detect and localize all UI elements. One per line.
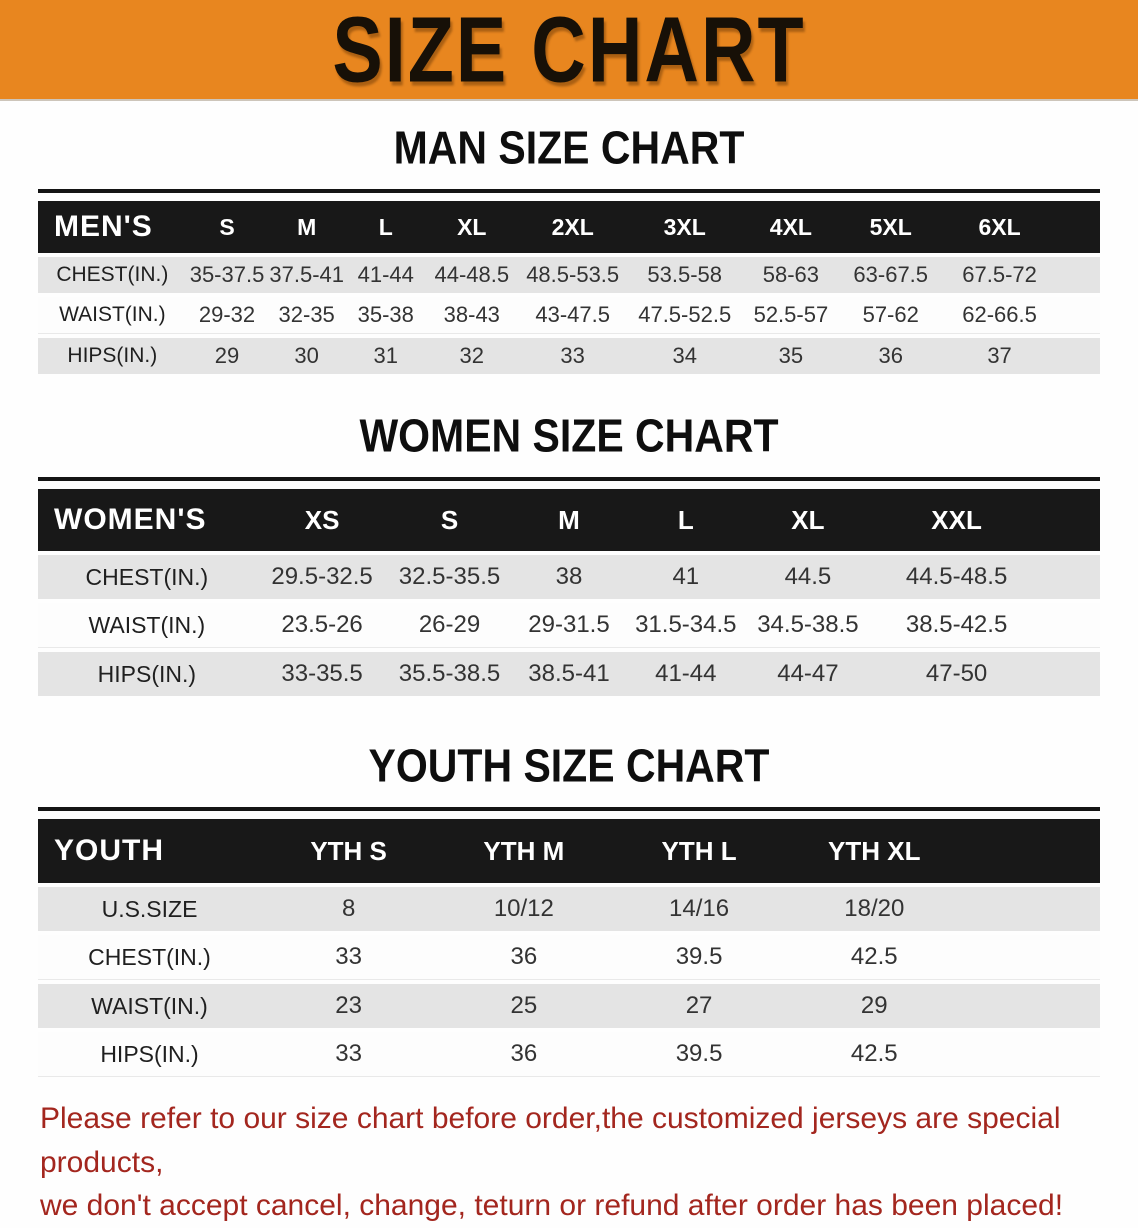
column-header: L [346,201,426,253]
size-value-cell: 34 [627,338,742,374]
size-charts [0,101,1138,1081]
column-header: 2XL [518,201,627,253]
column-header: XL [744,489,871,551]
size-value-cell: 29.5-32.5 [256,555,389,599]
size-value-cell: 37.5-41 [267,257,346,293]
size-value-cell: 38.5-42.5 [872,603,1042,648]
column-header: M [511,489,628,551]
row-label: WAIST(IN.) [38,603,256,648]
filler-cell [962,1032,1100,1077]
size-value-cell: 44-48.5 [426,257,518,293]
filler-cell [1042,489,1100,551]
row-label: HIPS(IN.) [38,338,187,374]
column-header: YTH M [436,819,611,883]
size-value-cell: 35-37.5 [187,257,268,293]
filler-cell [1057,297,1100,334]
table-row [38,555,1100,599]
size-value-cell: 29-31.5 [511,603,628,648]
size-value-cell: 36 [840,338,942,374]
filler-cell [962,887,1100,931]
size-value-cell: 48.5-53.5 [518,257,627,293]
women-table [38,485,1100,700]
size-value-cell: 47-50 [872,652,1042,696]
note-line-2: we don't accept cancel, change, teturn or refund after order has been placed! [40,1189,1064,1222]
size-value-cell: 41 [627,555,744,599]
size-value-cell: 25 [436,984,611,1028]
size-value-cell: 57-62 [840,297,942,334]
column-header: YTH S [261,819,436,883]
filler-cell [1057,338,1100,374]
row-label: HIPS(IN.) [38,1032,261,1077]
size-value-cell: 58-63 [742,257,840,293]
size-value-cell: 31.5-34.5 [627,603,744,648]
table-header-label: WOMEN'S [38,489,256,551]
men-size-chart-section [0,101,1138,378]
women-size-chart-section [0,378,1138,700]
size-value-cell: 29 [787,984,962,1028]
table-header-row [38,819,1100,883]
men-size-table [38,189,1100,378]
column-header: 4XL [742,201,840,253]
size-value-cell: 23.5-26 [256,603,389,648]
size-value-cell: 29 [187,338,268,374]
filler-cell [1042,555,1100,599]
filler-cell [1057,201,1100,253]
size-value-cell: 42.5 [787,1032,962,1077]
women-chart-heading: WOMEN SIZE CHART [359,410,779,462]
table-row [38,338,1100,374]
row-label: WAIST(IN.) [38,984,261,1028]
column-header: XL [426,201,518,253]
table-row [38,297,1100,334]
size-value-cell: 36 [436,935,611,980]
size-value-cell: 41-44 [346,257,426,293]
size-value-cell: 33 [518,338,627,374]
size-value-cell: 35 [742,338,840,374]
row-label: HIPS(IN.) [38,652,256,696]
size-value-cell: 33-35.5 [256,652,389,696]
column-header: YTH L [611,819,786,883]
youth-chart-heading: YOUTH SIZE CHART [368,740,770,792]
column-header: M [267,201,346,253]
size-value-cell: 35.5-38.5 [388,652,510,696]
size-value-cell: 14/16 [611,887,786,931]
table-header-row [38,201,1100,253]
table-row [38,935,1100,980]
size-value-cell: 26-29 [388,603,510,648]
column-header: 6XL [942,201,1058,253]
men-table [38,197,1100,378]
size-value-cell: 43-47.5 [518,297,627,334]
size-value-cell: 23 [261,984,436,1028]
size-value-cell: 38 [511,555,628,599]
row-label: CHEST(IN.) [38,555,256,599]
size-value-cell: 67.5-72 [942,257,1058,293]
table-row [38,603,1100,648]
table-header-row [38,489,1100,551]
size-value-cell: 33 [261,1032,436,1077]
size-value-cell: 52.5-57 [742,297,840,334]
size-value-cell: 32 [426,338,518,374]
row-label: CHEST(IN.) [38,257,187,293]
column-header: S [388,489,510,551]
column-header: YTH XL [787,819,962,883]
size-value-cell: 62-66.5 [942,297,1058,334]
size-value-cell: 44-47 [744,652,871,696]
size-value-cell: 37 [942,338,1058,374]
size-value-cell: 47.5-52.5 [627,297,742,334]
column-header: S [187,201,268,253]
size-value-cell: 44.5-48.5 [872,555,1042,599]
size-value-cell: 31 [346,338,426,374]
note-line-1: Please refer to our size chart before order,the customized jerseys are special products, [40,1102,1061,1179]
column-header: XXL [872,489,1042,551]
table-header-label: YOUTH [38,819,261,883]
size-value-cell: 33 [261,935,436,980]
filler-cell [1042,603,1100,648]
size-value-cell: 42.5 [787,935,962,980]
column-header: XS [256,489,389,551]
page-title: SIZE CHART [332,0,806,102]
size-value-cell: 34.5-38.5 [744,603,871,648]
size-value-cell: 32.5-35.5 [388,555,510,599]
size-value-cell: 38-43 [426,297,518,334]
size-value-cell: 36 [436,1032,611,1077]
size-value-cell: 39.5 [611,935,786,980]
table-row [38,1032,1100,1077]
filler-cell [962,935,1100,980]
filler-cell [962,984,1100,1028]
table-header-label: MEN'S [38,201,187,253]
table-row [38,257,1100,293]
women-size-table [38,477,1100,700]
youth-table [38,815,1100,1081]
row-label: CHEST(IN.) [38,935,261,980]
size-value-cell: 39.5 [611,1032,786,1077]
size-value-cell: 29-32 [187,297,268,334]
size-value-cell: 41-44 [627,652,744,696]
order-disclaimer-note [40,1097,1098,1228]
size-chart-banner [0,0,1138,101]
size-value-cell: 27 [611,984,786,1028]
row-label: WAIST(IN.) [38,297,187,334]
size-value-cell: 8 [261,887,436,931]
size-value-cell: 30 [267,338,346,374]
size-value-cell: 63-67.5 [840,257,942,293]
row-label: U.S.SIZE [38,887,261,931]
table-row [38,887,1100,931]
filler-cell [1042,652,1100,696]
men-chart-heading: MAN SIZE CHART [393,122,745,174]
youth-size-chart-section [0,700,1138,1081]
table-row [38,984,1100,1028]
size-value-cell: 35-38 [346,297,426,334]
filler-cell [962,819,1100,883]
column-header: L [627,489,744,551]
size-value-cell: 53.5-58 [627,257,742,293]
column-header: 3XL [627,201,742,253]
size-value-cell: 32-35 [267,297,346,334]
column-header: 5XL [840,201,942,253]
size-value-cell: 10/12 [436,887,611,931]
size-value-cell: 18/20 [787,887,962,931]
youth-size-table [38,807,1100,1081]
filler-cell [1057,257,1100,293]
table-row [38,652,1100,696]
size-value-cell: 44.5 [744,555,871,599]
size-value-cell: 38.5-41 [511,652,628,696]
